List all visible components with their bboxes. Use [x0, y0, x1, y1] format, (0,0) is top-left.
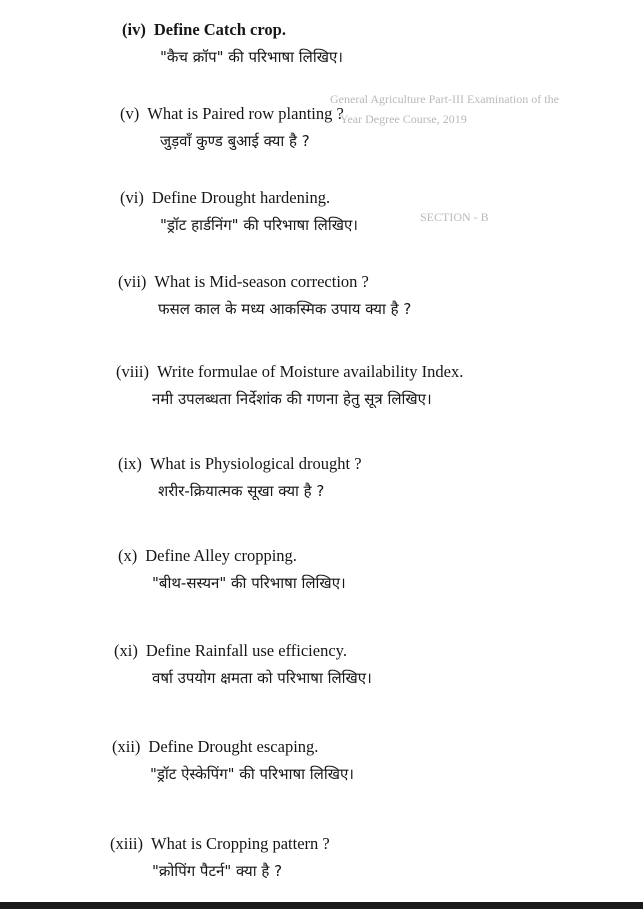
question-hindi: नमी उपलब्धता निर्देशांक की गणना हेतु सूत्र लिखिए।	[152, 390, 432, 408]
question-english: What is Physiological drought ?	[149, 454, 362, 473]
question-english: Write formulae of Moisture availability Index.	[157, 362, 464, 381]
question-number: (vi)	[120, 188, 144, 207]
question-item	[110, 834, 330, 882]
question-number: (x)	[118, 546, 138, 565]
question-item	[114, 641, 372, 689]
question-hindi: "ड्रॉट हार्डनिंग" की परिभाषा लिखिए।	[160, 216, 358, 234]
bleed-through-text: SECTION - B	[420, 210, 489, 224]
question-hindi: "बीथ-सस्यन" की परिभाषा लिखिए।	[152, 574, 346, 592]
question-number: (xii)	[112, 737, 141, 756]
question-item	[120, 188, 358, 236]
question-hindi: "क्रोपिंग पैटर्न" क्या है ?	[152, 862, 283, 880]
question-english: What is Cropping pattern ?	[151, 834, 330, 853]
question-item	[116, 362, 463, 410]
question-hindi: "कैच क्रॉप" की परिभाषा लिखिए।	[160, 48, 343, 66]
question-hindi: जुड़वाँ कुण्ड बुआई क्या है ?	[160, 132, 310, 150]
question-english: Define Drought hardening.	[151, 188, 331, 207]
question-item	[118, 546, 346, 594]
question-number: (ix)	[118, 454, 142, 473]
question-number: (v)	[120, 104, 140, 123]
question-hindi: फसल काल के मध्य आकस्मिक उपाय क्या है ?	[158, 300, 412, 318]
bleed-through-text: Year Degree Course, 2019	[340, 112, 467, 126]
question-hindi: वर्षा उपयोग क्षमता को परिभाषा लिखिए।	[152, 669, 372, 687]
question-english: What is Mid-season correction ?	[154, 272, 369, 291]
question-english: Define Rainfall use efficiency.	[145, 641, 347, 660]
question-number: (viii)	[116, 362, 149, 381]
question-item	[120, 104, 344, 152]
question-english: Define Alley cropping.	[145, 546, 297, 565]
question-english: Define Drought escaping.	[148, 737, 319, 756]
question-hindi: शरीर-क्रियात्मक सूखा क्या है ?	[158, 482, 325, 500]
question-english: What is Paired row planting ?	[147, 104, 344, 123]
question-item	[122, 20, 343, 68]
question-number: (xiii)	[110, 834, 143, 853]
question-item	[118, 272, 411, 320]
question-number: (xi)	[114, 641, 138, 660]
question-number: (iv)	[122, 20, 146, 39]
bleed-through-text: General Agriculture Part-III Examination of the	[330, 92, 559, 106]
question-hindi: "ड्रॉट ऐस्केपिंग" की परिभाषा लिखिए।	[150, 765, 354, 783]
question-item	[112, 737, 354, 785]
question-item	[118, 454, 362, 502]
page-bottom-edge	[0, 902, 643, 909]
question-english: Define Catch crop.	[153, 20, 286, 39]
question-number: (vii)	[118, 272, 147, 291]
